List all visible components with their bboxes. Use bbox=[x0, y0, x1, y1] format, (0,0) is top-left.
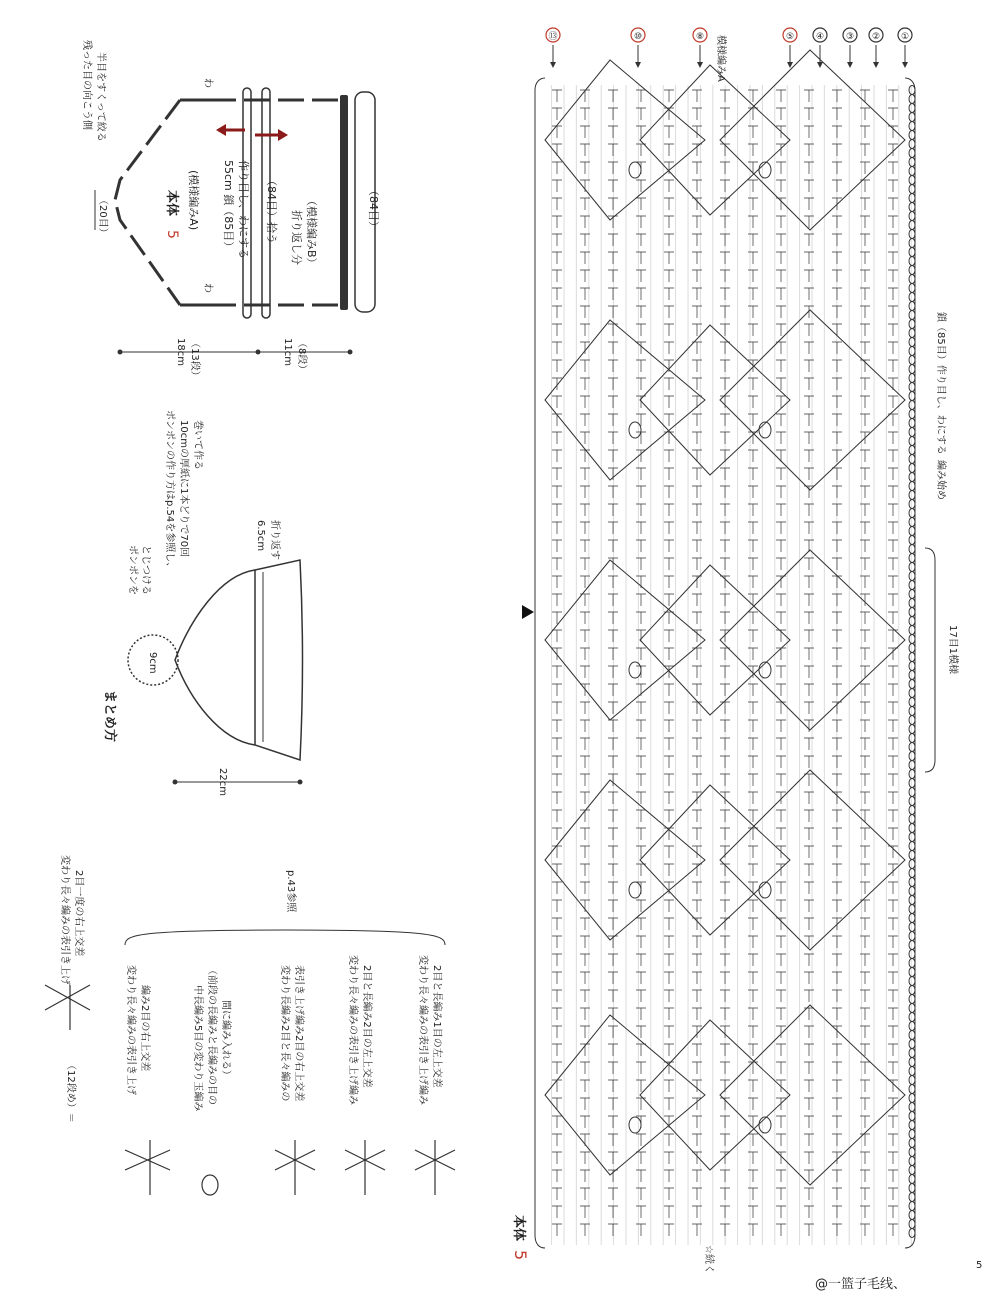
symbol-5-icon bbox=[345, 1140, 385, 1195]
fold-label: 折り返す bbox=[269, 520, 280, 560]
row-marker-label: ⑤ bbox=[785, 32, 795, 42]
shaping-labels bbox=[81, 40, 380, 381]
fold-dim-label: 6.5cm bbox=[255, 520, 266, 552]
stitch-chart bbox=[511, 28, 960, 1274]
pompom-note-2: 10cmの厚紙に1本どりで70回 bbox=[178, 420, 189, 558]
row-marker-label: ① bbox=[900, 32, 910, 42]
symbol-6-desc-2: 2目と長編み1目の左上交差 bbox=[431, 965, 442, 1088]
repeat-label: 17目1模様 bbox=[947, 625, 958, 675]
edge-band bbox=[340, 95, 348, 310]
symbol-3-desc-2: （前段の長編みと長編みの目の bbox=[206, 965, 217, 1105]
symbol-5-desc-2: 2目と長編み2目の左上交差 bbox=[361, 965, 372, 1088]
symbol-3-desc-1: 中長編み5目の変わり玉編み bbox=[192, 985, 203, 1112]
pompom-size-label: 9cm bbox=[147, 652, 158, 674]
arrow-left-icon bbox=[216, 124, 226, 136]
dim-11-label: 11cm bbox=[282, 338, 293, 366]
chart-left-brace bbox=[535, 78, 545, 1248]
symbol-2-icon bbox=[125, 1140, 170, 1195]
bobble-icon bbox=[202, 1175, 218, 1195]
row-marker-label: ④ bbox=[815, 32, 825, 42]
ring-mark-top: わ bbox=[202, 78, 213, 88]
symbol-5-desc-1: 変わり長々編みの表引き上げ編み bbox=[347, 955, 358, 1105]
symbol-1-desc-2: 2目一度の右上交差 bbox=[73, 870, 84, 957]
gather-note-2: 半目をすくって絞る bbox=[95, 52, 106, 142]
row-arrow-icon bbox=[847, 62, 853, 68]
hat-crown-outline bbox=[175, 570, 255, 745]
symbol-4-desc-1: 変わり長編み2目と長々編みの bbox=[279, 965, 290, 1102]
continue-label: ☆続く bbox=[703, 1245, 714, 1274]
row-marker-label: ⑧ bbox=[695, 32, 705, 42]
start-arrow-icon bbox=[522, 605, 534, 619]
attach-pompom-label-2: とじつける bbox=[140, 545, 151, 595]
row-marker-label: ③ bbox=[845, 32, 855, 42]
pattern-a-label: (模様編みA) bbox=[187, 170, 200, 231]
row-arrow-icon bbox=[902, 62, 908, 68]
legend bbox=[45, 855, 455, 1195]
symbol-4-icon bbox=[275, 1140, 315, 1195]
chart-grid bbox=[545, 85, 915, 1245]
pick-up-label: （84目）拾う bbox=[265, 175, 278, 244]
finishing-title: まとめ方 bbox=[102, 690, 117, 743]
dim-8rows-label: （8段） bbox=[296, 338, 307, 375]
ring-mark-bottom: わ bbox=[202, 283, 213, 293]
symbol-1-prefix: （12段め）＝ bbox=[65, 1060, 76, 1123]
width-label: 22cm bbox=[217, 768, 228, 796]
symbol-1-icon bbox=[45, 985, 90, 1030]
make-ring-label: 作り目し、わにする bbox=[237, 160, 250, 259]
stitches-84-label: （84目） bbox=[367, 185, 380, 232]
row-arrow-icon bbox=[550, 62, 556, 68]
row-markers bbox=[546, 28, 912, 68]
legend-ref: p.43参照 bbox=[285, 870, 296, 913]
chart-section-label: 本体 bbox=[511, 1215, 526, 1242]
dim-18-label: 18cm bbox=[175, 338, 186, 366]
symbol-4-desc-2: 表引き上げ編み2目の右上交差 bbox=[293, 965, 304, 1102]
fold-back-label: 折り返し分 bbox=[290, 210, 303, 265]
start-label: 編み始め bbox=[935, 460, 946, 500]
pompom-note-1: ポンポンの作り方はp.54を参照し、 bbox=[164, 410, 175, 573]
row-arrow-icon bbox=[635, 62, 641, 68]
row-marker-label: ⑩ bbox=[633, 32, 643, 42]
gather-note-1: 残った目の向こう側 bbox=[81, 40, 92, 130]
row-arrow-icon bbox=[697, 62, 703, 68]
pompom-note-3: 巻いて作る bbox=[192, 420, 203, 470]
watermark: @一篮子毛线、 bbox=[815, 1277, 907, 1292]
symbol-2-desc-1: 変わり長々編みの表引き上げ bbox=[125, 965, 136, 1095]
arrow-right-icon bbox=[278, 129, 288, 141]
chain-cast-on-label: 55cm 鎖（85目） bbox=[222, 160, 235, 253]
pattern-b-label: （模様編みB） bbox=[305, 195, 318, 269]
dim-13rows-label: （13段） bbox=[189, 338, 200, 381]
symbol-2-desc-2: 編み2目の右上交差 bbox=[139, 985, 150, 1072]
pattern-a-side-label: 模様編みA bbox=[715, 35, 726, 82]
symbol-6-icon bbox=[415, 1140, 455, 1195]
symbol-3-desc-3: 間に編み入れる） bbox=[220, 1000, 231, 1080]
attach-pompom-label-1: ポンポンを bbox=[127, 545, 138, 595]
row-marker-label: ⑬ bbox=[548, 32, 558, 42]
row-arrow-icon bbox=[817, 62, 823, 68]
stitches-20-label: （20目） bbox=[97, 195, 108, 238]
cast-on-note: 鎖（85目）作り目し、わにする bbox=[935, 312, 946, 455]
main-body-number: 5 bbox=[164, 230, 180, 239]
chart-section-number: 5 bbox=[511, 1250, 530, 1261]
page-number: 5 bbox=[976, 1260, 983, 1271]
main-body-label: 本体 bbox=[164, 190, 179, 217]
row-arrow-icon bbox=[873, 62, 879, 68]
repeat-brace bbox=[925, 548, 935, 772]
symbol-6-desc-1: 変わり長々編みの表引き上げ編み bbox=[417, 955, 428, 1105]
row-marker-label: ② bbox=[871, 32, 881, 42]
legend-bracket bbox=[125, 930, 445, 945]
symbol-1-desc-1: 変わり長々編みの表引き上げ bbox=[59, 855, 70, 985]
hat-brim-outline bbox=[255, 560, 303, 760]
row-arrow-icon bbox=[787, 62, 793, 68]
